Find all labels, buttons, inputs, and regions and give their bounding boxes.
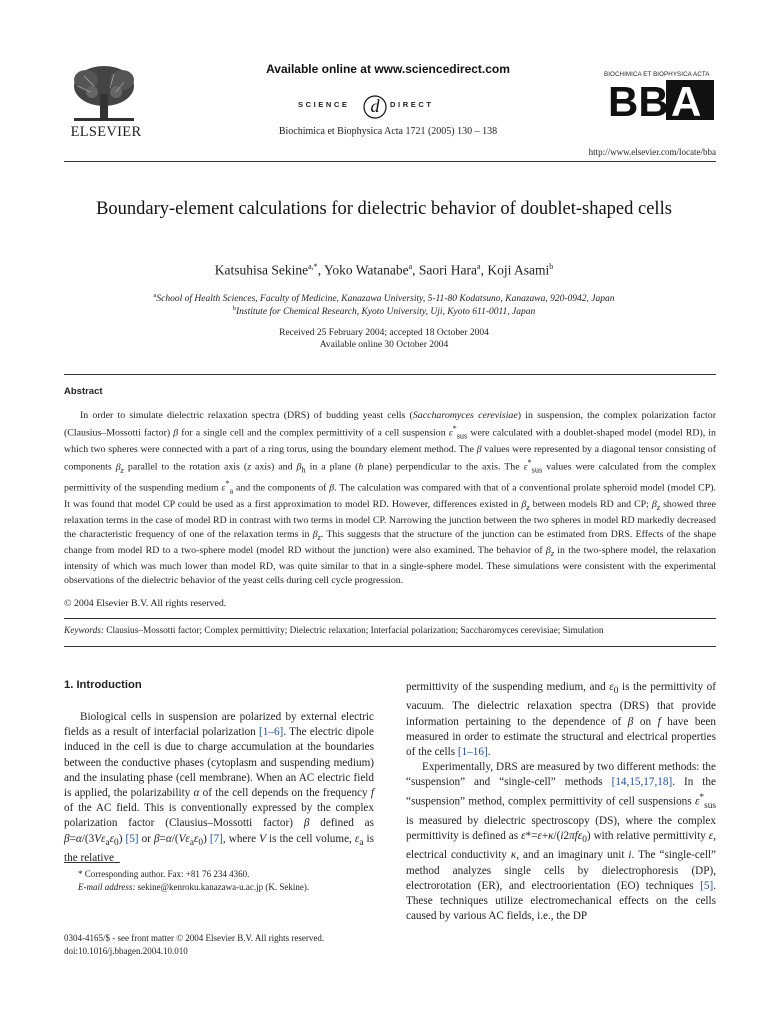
author-name: Saori Hara <box>418 262 478 278</box>
author-name: Katsuhisa Sekine <box>214 262 309 278</box>
section-heading: 1. Introduction <box>64 679 142 691</box>
sd-right-text: DIRECT <box>390 100 434 109</box>
affiliation-sup: a <box>153 292 157 299</box>
keywords-bottom-rule <box>64 646 716 647</box>
citation-link[interactable]: [1–6] <box>259 726 284 739</box>
email-note <box>64 881 384 893</box>
affiliation-text: School of Health Sciences, Faculty of Medicine, Kanazawa University, 5-11-80 Kodatsuno, Kanazawa, 920-0942, Japan <box>156 294 615 305</box>
affiliation-sup: b <box>232 305 236 312</box>
intro-paragraph-1: Biological cells in suspension are polarized by external electric fields as a result of interfacial polarization [1–6]. The electric dipole induced in the cell is due to charge accumulation at the boundaries between the conductive phases (cytoplasm and suspending medium) and the insulating phase (cell membrane). When an AC electric field is applied, the polarizability α of the cell depends on the frequency f of the AC field. This is conventionally expressed by the complex polarization factor (Clausius–Mossotti factor) β defined as $\beta=\alpha/(3V\varepsilon_a\varepsilon_0)$ [5] or $\beta=\alpha/(V\varepsilon_a\varepsilon_0)$ [7], where V is the cell volume, $\varepsilon_a$ is the relative <box>64 711 375 865</box>
abstract-copyright: © 2004 Elsevier B.V. All rights reserved. <box>64 598 227 609</box>
email-address[interactable]: sekine@kenroku.kanazawa-u.ac.jp (K. Sekine). <box>137 882 310 892</box>
author-name: Koji Asami <box>487 262 550 278</box>
bba-logo <box>604 80 714 120</box>
intro-paragraph-2: permittivity of the suspending medium, and $\varepsilon_0$ is the permittivity of vacuum. The dielectric relaxation spectra (DRS) that provide information pertaining to the dependence of β on f have been measured in order to estimate the structural and electrical properties of the cells [1–16]. <box>406 681 716 759</box>
citation-link[interactable]: [5] <box>700 879 714 892</box>
journal-reference: Biochimica et Biophysica Acta 1721 (2005) 130 – 138 <box>278 126 498 137</box>
keywords-top-rule <box>64 618 716 619</box>
svg-text:BB: BB <box>608 80 669 120</box>
affiliation-a <box>84 292 684 304</box>
paper-title: Boundary-element calculations for dielectric behavior of doublet-shaped cells <box>96 199 672 219</box>
keywords-label: Keywords: <box>64 626 104 636</box>
author-sup: a,* <box>308 262 318 271</box>
email-label: E-mail address: <box>78 882 136 892</box>
sciencedirect-logo <box>280 88 500 124</box>
sd-at-icon <box>362 90 388 120</box>
publisher-name: ELSEVIER <box>70 124 142 140</box>
online-date: Available online 30 October 2004 <box>319 340 449 350</box>
issn-line: 0304-4165/$ - see front matter © 2004 Elsevier B.V. All rights reserved. <box>64 933 325 943</box>
abstract-heading: Abstract <box>64 386 103 397</box>
author-list: Katsuhisa Sekine$^{a,*}$, Yoko Watanabe$^a$, Saori Hara$^a$, Koji Asami$^b$ <box>214 262 554 278</box>
abstract-body: In order to simulate dielectric relaxation spectra (DRS) of budding yeast cells (Saccharomyces cerevisiae) in suspension, the complex polarization factor (Clausius–Mossotti factor) β for a single cell and the complex permittivity of a cell suspension $\varepsilon^*_{sus}$ were calculated with a doublet-shaped model (model RD), in which two spheres were connected with a part of a ring torus, using the boundary element method. The β values were represented by a diagonal tensor consisting of components $\beta_z$ parallel to the rotation axis (z axis) and $\beta_h$ in a plane (h plane) perpendicular to the axis. The $\varepsilon^*_{sus}$ values were calculated from the complex permittivity of the suspending medium $\varepsilon^*_a$ and the components of β. The calculation was compared with that of a conventional prolate spheroid model (model CP). It was found that model CP could be used as a first approximation to model RD. However, differences existed in $\beta_z$ between models RD and CP; $\beta_z$ showed three relaxation terms in the case of model RD in contrast with two terms in model CP. Narrowing the junction between the two spheres in model RD markedly decreased the characteristic frequency of one of the relaxation terms in $\beta_z$. This suggests that the structure of the junction can be estimated from DRS. Effects of the shape change from model RD to a two-sphere model (model RD without the junction) were also examined. The behavior of $\beta_z$ in the two-sphere model, the relaxation intensity of which was much lower than model RD, was quite similar to that in a single-sphere model. These simulations were consistent with the experimental observations of the dielectric behavior of the yeast cells during cell cycle progression. <box>64 410 717 586</box>
author-sup: a <box>408 262 413 271</box>
intro-right-column <box>406 680 716 924</box>
available-online-text[interactable]: Available online at www.sciencedirect.com <box>266 62 510 76</box>
svg-text:d: d <box>370 96 380 116</box>
citation-link[interactable]: [7] <box>209 832 223 845</box>
received-date: Received 25 February 2004; accepted 18 October 2004 <box>279 328 489 338</box>
header-divider <box>64 161 716 162</box>
keywords-line <box>64 626 716 636</box>
svg-text:A: A <box>671 80 702 120</box>
corresponding-author-note: * Corresponding author. Fax: +81 76 234 4360. <box>78 869 250 879</box>
citation-link[interactable]: [5] <box>125 832 139 845</box>
keywords-text: Clausius–Mossotti factor; Complex permittivity; Dielectric relaxation; Interfacial polarization; Saccharomyces cerevisiae; Simulation <box>106 626 604 636</box>
journal-url[interactable]: http://www.elsevier.com/locate/bba <box>588 147 716 157</box>
citation-link[interactable]: [1–16] <box>457 746 488 759</box>
affiliation-text: Institute for Chemical Research, Kyoto University, Uji, Kyoto 611-0011, Japan <box>235 307 536 318</box>
bba-journal-name: BIOCHIMICA ET BIOPHYSICA ACTA <box>604 71 710 78</box>
doi-line[interactable]: doi:10.1016/j.bbagen.2004.10.010 <box>64 946 188 956</box>
footnote-rule <box>64 862 120 863</box>
abstract-top-rule <box>64 374 716 375</box>
intro-paragraph-3: Experimentally, DRS are measured by two different methods: the “suspension” and “single-cell” methods [14,15,17,18]. In the “suspension” method, complex permittivity of cell suspensions $\varepsilon^*_{sus}$ is measured by dielectric spectroscopy (DS), where the complex permittivity is defined as ε*=ε+κ/(i2πfε$_0$) with relative permittivity ε, electrical conductivity κ, and an imaginary unit i. The “single-cell” method analyzes single cells by dielectrophoresis (DP), electrorotation (ER), and electroorientation (EO) techniques [5]. These techniques utilize electromechanical effects on the cells caused by various AC fields, i.e., the DP <box>406 761 717 923</box>
author-sup: a <box>477 262 481 271</box>
sd-left-text: SCIENCE <box>298 100 350 109</box>
author-name: Yoko Watanabe <box>323 262 409 278</box>
author-sup: b <box>549 262 554 271</box>
affiliation-b <box>84 305 684 317</box>
citation-link[interactable]: [14,15,17,18] <box>611 776 673 789</box>
